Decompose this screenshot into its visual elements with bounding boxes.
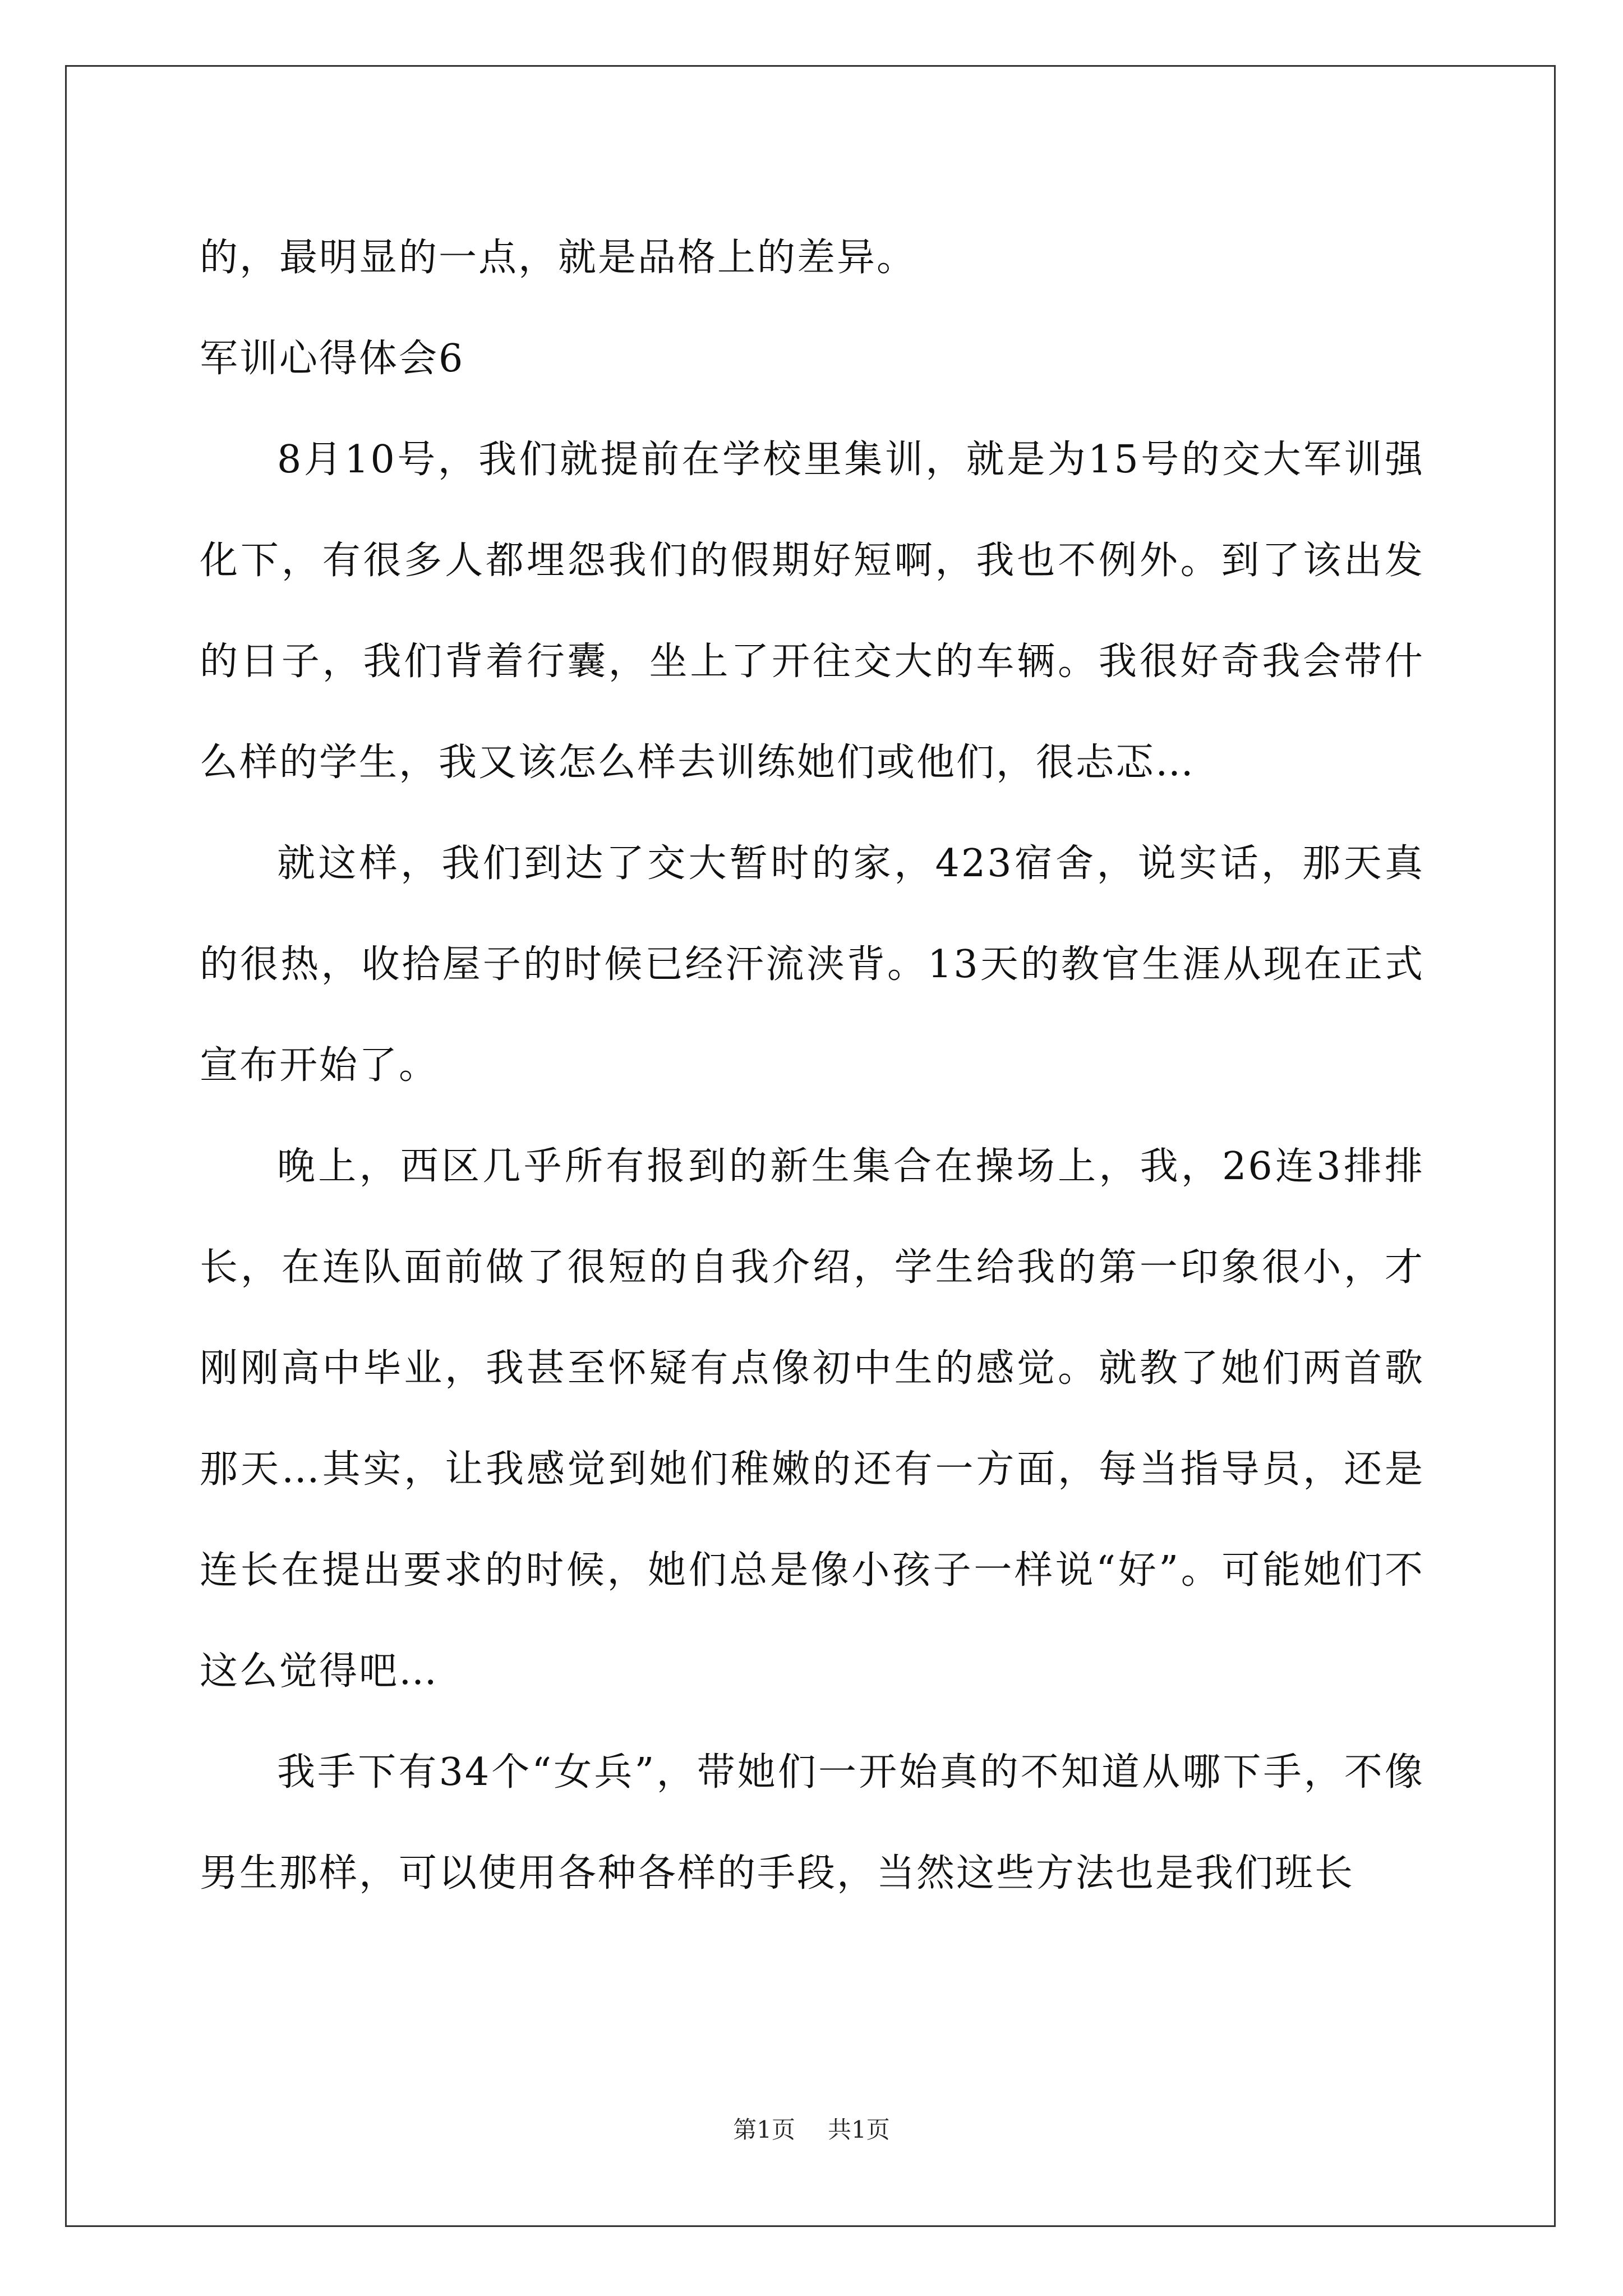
page-number: 第1页 [733,2116,795,2143]
document-body [200,208,1424,1924]
paragraph-5: 我手下有34个“女兵”，带她们一开始真的不知道从哪下手，不像男生那样，可以使用各种各样的手段，当然这些方法也是我们班长 [200,1750,1424,1895]
paragraph-1: 的，最明显的一点，就是品格上的差异。 [200,236,917,280]
paragraph-2: 8月10号，我们就提前在学校里集训，就是为15号的交大军训强化下，有很多人都埋怨我们的假期好短啊，我也不例外。到了该出发的日子，我们背着行囊，坐上了开往交大的车辆。我很好奇我会带什么样的学生，我又该怎么样去训练她们或他们，很忐忑… [200,438,1424,785]
page-footer [0,2111,1623,2145]
paragraph-4: 晚上，西区几乎所有报到的新生集合在操场上，我，26连3排排长，在连队面前做了很短的自我介绍，学生给我的第一印象很小，才刚刚高中毕业，我甚至怀疑有点像初中生的感觉。就教了她们两首歌那天…其实，让我感觉到她们稚嫩的还有一方面，每当指导员，还是连长在提出要求的时候，她们总是像小孩子一样说“好”。可能她们不这么觉得吧… [200,1144,1424,1694]
paragraph-3: 就这样，我们到达了交大暂时的家，423宿舍，说实话，那天真的很热，收拾屋子的时候已经汗流浃背。13天的教官生涯从现在正式宣布开始了。 [200,841,1424,1088]
section-heading: 军训心得体会6 [200,337,465,381]
page-total: 共1页 [828,2116,890,2143]
